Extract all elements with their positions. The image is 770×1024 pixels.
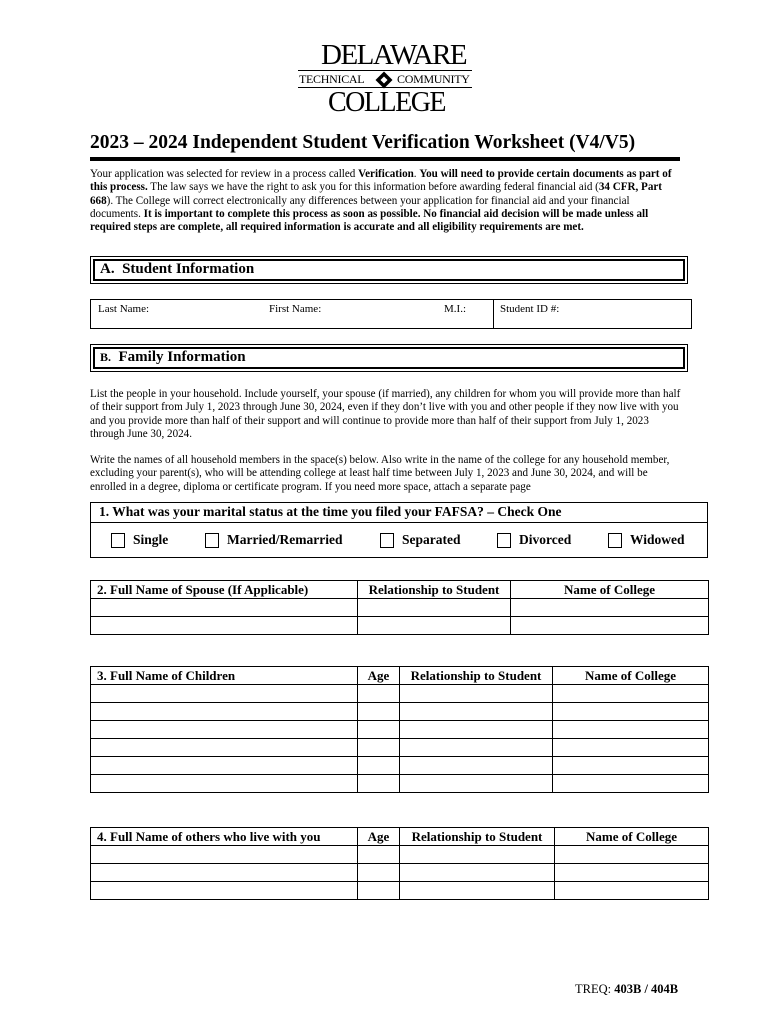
student-id-field[interactable]: Student ID #: — [500, 303, 560, 315]
option-single[interactable]: Single — [111, 532, 168, 548]
logo-community: COMMUNITY — [397, 72, 470, 86]
others-table: 4. Full Name of others who live with you Age Relationship to Student Name of College — [90, 827, 709, 900]
table-row — [91, 846, 709, 864]
table-row — [91, 703, 709, 721]
table-row — [91, 685, 709, 703]
intro-paragraph: Your application was selected for review in a process called Verification. You will need to provide certain documents as part of this process. The law says we have the right to ask you for this information before awarding federal financial aid (34 CFR, Part 668). The College will correct electronically any differences between your application for financial aid and your financial documents. It is important to complete this process as soon as possible. No financial aid decision will be made unless all required steps are complete, all required information is accurate and all eligibility requirements are met. — [90, 168, 672, 234]
student-info-fields — [90, 299, 692, 329]
table-row — [91, 882, 709, 900]
table-row — [91, 617, 709, 635]
table-row — [91, 721, 709, 739]
section-b-header: B. Family Information — [90, 344, 688, 372]
household-instructions: List the people in your household. Include yourself, your spouse (if married), any children for whom you will provide more than half of their support from July 1, 2023 through June 30, 2024, even if they don’t live with you and other people if they now live with you and you provide more than half of their support and will continue to provide more than half of their support from July 1, 2023 through June 30, 2024. — [90, 388, 681, 440]
table-row — [91, 775, 709, 793]
table-row — [91, 599, 709, 617]
table-row — [91, 757, 709, 775]
option-married[interactable]: Married/Remarried — [205, 532, 342, 548]
table-row — [91, 864, 709, 882]
checkbox-icon[interactable] — [111, 533, 125, 548]
checkbox-icon[interactable] — [608, 533, 622, 548]
logo-line1: DELAWARE — [321, 39, 467, 71]
mi-field[interactable]: M.I.: — [444, 303, 466, 315]
page-title: 2023 – 2024 Independent Student Verification Worksheet (V4/V5) — [90, 132, 636, 153]
option-divorced[interactable]: Divorced — [497, 532, 571, 548]
logo-line3: COLLEGE — [328, 87, 446, 118]
section-a-header: A. Student Information — [90, 256, 688, 284]
option-separated[interactable]: Separated — [380, 532, 461, 548]
logo-technical: TECHNICAL — [299, 72, 365, 86]
college-logo — [298, 39, 472, 118]
title-rule — [90, 157, 680, 161]
spouse-table: 2. Full Name of Spouse (If Applicable) Relationship to Student Name of College — [90, 580, 709, 635]
table-row — [91, 739, 709, 757]
option-widowed[interactable]: Widowed — [608, 532, 685, 548]
marital-status-box — [90, 502, 708, 558]
names-instructions: Write the names of all household members in the space(s) below. Also write in the name of the college for any household member, excluding your parent(s), who will be attending college at least half time between July 1, 2023 and June 30, 2024, and will be enrolled in a degree, diploma or certificate program. If you need more space, attach a separate page — [90, 454, 670, 493]
form-code: TREQ: 403B / 404B — [575, 982, 679, 996]
last-name-field[interactable]: Last Name: — [98, 303, 150, 315]
checkbox-icon[interactable] — [205, 533, 219, 548]
checkbox-icon[interactable] — [380, 533, 394, 548]
children-table: 3. Full Name of Children Age Relationship to Student Name of College — [90, 666, 709, 793]
first-name-field[interactable]: First Name: — [269, 303, 322, 315]
checkbox-icon[interactable] — [497, 533, 511, 548]
marital-status-question: 1. What was your marital status at the time you filed your FAFSA? – Check One — [99, 504, 562, 519]
